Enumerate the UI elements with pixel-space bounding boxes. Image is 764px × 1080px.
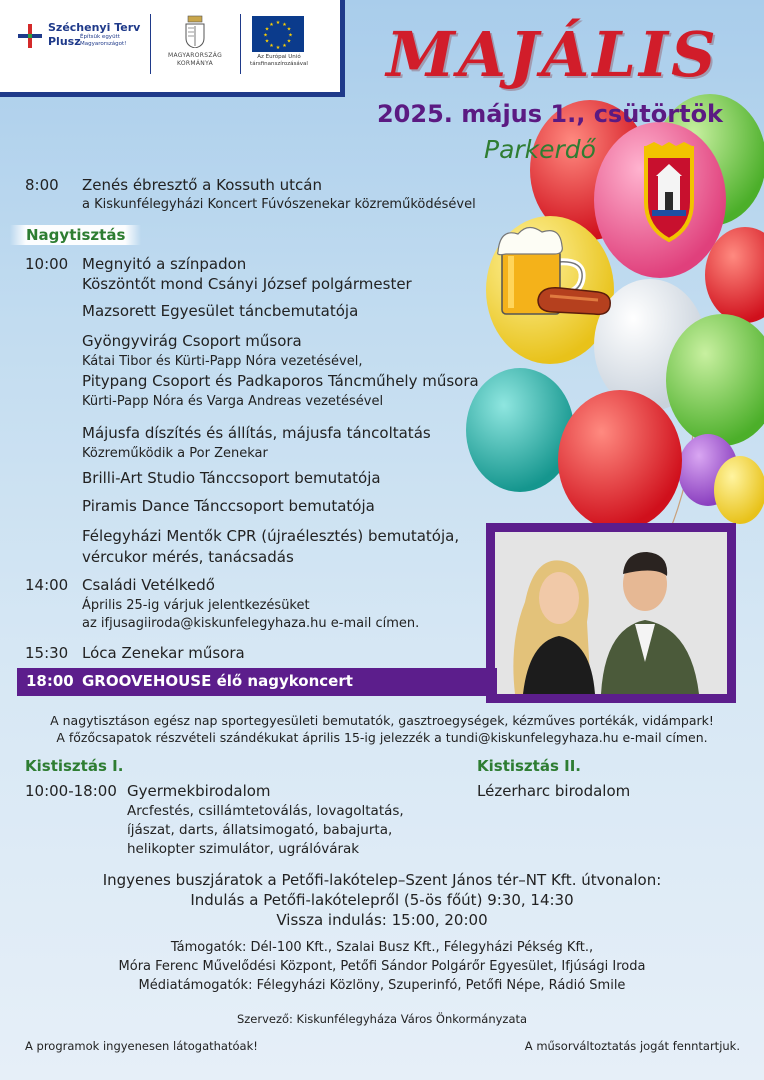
headline-concert: GROOVEHOUSE élő nagykoncert: [82, 672, 353, 690]
eu-label: Az Európai Unió társfinanszírozásával: [250, 54, 308, 67]
supporters-line: Móra Ferenc Művelődési Központ, Petőfi Sándor Polgárőr Egyesület, Ifjúsági Iroda: [118, 959, 646, 974]
program-item: Zenés ébresztő a Kossuth utcán: [82, 176, 323, 194]
city-coat-of-arms-icon: [634, 142, 704, 244]
time-1530: 15:30: [25, 644, 69, 662]
media-supporters-line: Médiatámogatók: Félegyházi Közlöny, Szuperinfó, Petőfi Népe, Rádió Smile: [138, 978, 626, 993]
svg-text:★: ★: [275, 45, 281, 51]
program-item: Megnyitó a színpadon: [82, 255, 247, 273]
svg-text:★: ★: [263, 32, 268, 39]
program-item: Májusfa díszítés és állítás, májusfa táncoltatás: [82, 424, 431, 442]
bus-info: Ingyenes buszjáratok a Petőfi-lakótelep–Szent János tér–NT Kft. útvonalon:: [102, 871, 662, 889]
program-change-note: A műsorváltoztatás jogát fenntartjuk.: [524, 1039, 740, 1053]
event-date: 2025. május 1., csütörtök: [376, 100, 724, 128]
bus-info: Indulás a Petőfi-lakótelepről (5-ös főút) 9:30, 14:30: [190, 891, 574, 909]
program-note: a Kiskunfélegyházi Koncert Fúvószenekar közreműködésével: [82, 197, 476, 212]
program-item: Gyöngyvirág Csoport műsora: [82, 332, 302, 350]
svg-text:★: ★: [286, 26, 292, 33]
organizer: Szervező: Kiskunfélegyháza Város Önkormányzata: [236, 1012, 528, 1026]
event-venue: Parkerdő: [484, 135, 596, 164]
supporters-line: Támogatók: Dél-100 Kft., Szalai Busz Kft., Félegyházi Pékség Kft.,: [170, 940, 594, 955]
kis2-title: Lézerharc birodalom: [477, 782, 631, 800]
szechenyi-plus-label: Plusz: [48, 35, 81, 48]
eu-flag-icon: [252, 16, 304, 52]
svg-text:★: ★: [288, 32, 293, 39]
svg-text:★: ★: [269, 21, 274, 28]
kis1-time: 10:00-18:00: [25, 782, 117, 800]
time-1800: 18:00: [26, 672, 74, 690]
contact-email: az ifjusagiiroda@kiskunfelegyhaza.hu e-mail címen.: [82, 616, 420, 631]
info-line: A főzőcsapatok részvételi szándékukat április 15-ig jelezzék a tundi@kiskunfelegyhaza.hu e-mail címen.: [56, 730, 708, 745]
svg-text:★: ★: [264, 38, 270, 45]
program-item: Piramis Dance Tánccsoport bemutatója: [82, 497, 375, 515]
svg-text:★: ★: [269, 43, 274, 49]
program-item: vércukor mérés, tanácsadás: [82, 548, 294, 566]
program-note: Április 25-ig várjuk jelentkezésüket: [82, 598, 310, 613]
bus-info: Vissza indulás: 15:00, 20:00: [276, 911, 488, 929]
time-1000: 10:00: [25, 255, 69, 273]
program-note: Közreműködik a Por Zenekar: [82, 446, 268, 461]
szechenyi-slogan: Építsük együtt Magyarországot!: [80, 34, 127, 47]
program-item: Pitypang Csoport és Padkaporos Táncműhely műsora: [82, 372, 479, 390]
svg-text:★: ★: [286, 38, 292, 45]
logo-divider: [240, 14, 241, 74]
program-item: Félegyházi Mentők CPR (újraélesztés) bemutatója,: [82, 527, 460, 545]
program-item: Lóca Zenekar műsora: [82, 644, 245, 662]
program-note: Kátai Tibor és Kürti-Papp Nóra vezetésével,: [82, 354, 363, 369]
beer-and-sausage-icon: [494, 222, 614, 328]
svg-text:★: ★: [275, 20, 281, 26]
info-line: A nagytisztáson egész nap sportegyesületi bemutatók, gasztroegységek, kézműves portékák, vidámpark!: [50, 713, 714, 728]
time-0800: 8:00: [25, 176, 59, 194]
government-label: MAGYARORSZÁG KORMÁNYA: [167, 52, 223, 67]
svg-text:★: ★: [264, 26, 270, 33]
program-item: Brilli-Art Studio Tánccsoport bemutatója: [82, 469, 381, 487]
section-nagytisztas: Nagytisztás: [10, 225, 141, 245]
svg-text:★: ★: [282, 43, 287, 49]
section-kistisztas-1: Kistisztás I.: [25, 757, 124, 775]
performer-photo: [495, 532, 727, 694]
szechenyi-plus-icon: [16, 22, 44, 50]
section-kistisztas-2: Kistisztás II.: [477, 757, 581, 775]
hungary-crest-icon: [184, 14, 206, 48]
kis1-title: Gyermekbirodalom: [127, 782, 271, 800]
program-item: Köszöntőt mond Csányi József polgármester: [82, 275, 412, 293]
logo-divider: [150, 14, 151, 74]
szechenyi-title: Széchenyi Terv: [48, 21, 141, 34]
time-1400: 14:00: [25, 576, 69, 594]
program-item: Mazsorett Egyesület táncbemutatója: [82, 302, 359, 320]
program-note: Kürti-Papp Nóra és Varga Andreas vezetésével: [82, 394, 384, 409]
svg-text:★: ★: [282, 21, 287, 28]
kis1-item: íjászat, darts, állatsimogató, babajurta,: [127, 822, 393, 838]
free-entry-note: A programok ingyenesen látogathatóak!: [25, 1039, 258, 1053]
program-item: Családi Vetélkedő: [82, 576, 215, 594]
kis1-item: helikopter szimulátor, ugrálóvárak: [127, 841, 360, 857]
kis1-item: Arcfestés, csillámtetoválás, lovagoltatás,: [127, 803, 404, 819]
event-title: MAJÁLIS: [386, 18, 719, 91]
